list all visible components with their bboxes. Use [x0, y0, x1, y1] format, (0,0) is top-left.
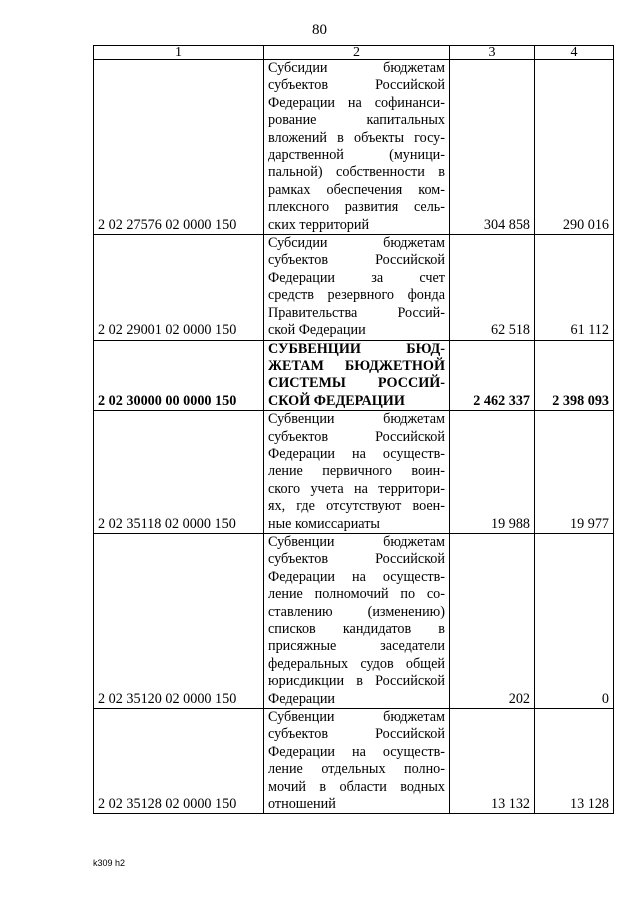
amount-col-3-cell: 304 858: [450, 60, 535, 235]
description-line: отношений: [268, 796, 336, 813]
description-line: ских территорий: [268, 216, 370, 233]
budget-code-cell: 2 02 29001 02 0000 150: [94, 235, 264, 340]
description-line: средств резервного фонда: [268, 287, 445, 304]
description-cell: [264, 340, 450, 411]
budget-code-cell: 2 02 35128 02 0000 150: [94, 709, 264, 814]
page-number: 80: [312, 22, 327, 38]
description-line: Субвенции бюджетам: [268, 709, 445, 726]
amount-col-4-cell: 290 016: [535, 60, 614, 235]
description-line: федеральных судов общей: [268, 655, 445, 672]
description-line: мочий в области водных: [268, 778, 445, 795]
table-row: [94, 340, 614, 411]
description-cell: [264, 411, 450, 534]
description-cell: [264, 235, 450, 340]
budget-code-cell: 2 02 35118 02 0000 150: [94, 411, 264, 534]
amount-col-4-cell: 61 112: [535, 235, 614, 340]
description-line: ях, где отсутствуют воен-: [268, 498, 445, 515]
description-line: субъектов Российской: [268, 428, 445, 445]
description-line: Федерации на осуществ-: [268, 445, 445, 462]
amount-col-3-cell: 202: [450, 533, 535, 708]
amount-col-4-cell: 19 977: [535, 411, 614, 534]
description-line: пальной) собственности в: [268, 164, 445, 181]
description-line: ской Федерации: [268, 322, 366, 339]
description-line: ные комиссариаты: [268, 515, 380, 532]
description-cell: [264, 60, 450, 235]
amount-col-3-cell: 62 518: [450, 235, 535, 340]
description-line: субъектов Российской: [268, 252, 445, 269]
description-line: СКОЙ ФЕДЕРАЦИИ: [268, 392, 405, 409]
description-line: Субвенции бюджетам: [268, 411, 445, 428]
description-line: субъектов Российской: [268, 551, 445, 568]
amount-col-3-cell: 2 462 337: [450, 340, 535, 411]
description-line: ление полномочий по со-: [268, 586, 445, 603]
description-line: рамках обеспечения ком-: [268, 181, 445, 198]
description-line: СИСТЕМЫ РОССИЙ-: [268, 375, 445, 392]
amount-col-4-cell: 13 128: [535, 709, 614, 814]
description-line: ставлению (изменению): [268, 603, 445, 620]
description-line: субъектов Российской: [268, 77, 445, 94]
description-line: Федерации на осуществ-: [268, 568, 445, 585]
description-line: Федерации на софинанси-: [268, 94, 445, 111]
description-line: СУБВЕНЦИИ БЮД-: [268, 340, 445, 357]
description-line: списков кандидатов в: [268, 621, 445, 637]
description-line: Субсидии бюджетам: [268, 60, 445, 76]
description-cell: [264, 533, 450, 708]
description-line: присяжные заседатели: [268, 638, 445, 655]
description-line: ление отдельных полно-: [268, 761, 445, 778]
description-line: субъектов Российской: [268, 726, 445, 743]
description-line: юрисдикции в Российской: [268, 673, 445, 690]
table-row: [94, 533, 614, 708]
description-line: Федерации: [268, 690, 336, 707]
header-col-1: 1: [94, 46, 264, 60]
description-line: ского учета на территори-: [268, 480, 445, 497]
description-line: рование капитальных: [268, 112, 445, 129]
amount-col-4-cell: 2 398 093: [535, 340, 614, 411]
description-line: Федерации за счет: [268, 269, 445, 286]
description-line: плексного развития сель-: [268, 199, 445, 216]
budget-code-cell: 2 02 27576 02 0000 150: [94, 60, 264, 235]
description-line: ЖЕТАМ БЮДЖЕТНОЙ: [268, 357, 445, 374]
description-line: Субсидии бюджетам: [268, 235, 445, 252]
description-line: дарственной (муници-: [268, 147, 445, 164]
budget-code-cell: 2 02 30000 00 0000 150: [94, 340, 264, 411]
amount-col-3-cell: 19 988: [450, 411, 535, 534]
table-row: [94, 235, 614, 340]
document-footer-code: k309 h2: [93, 858, 126, 868]
budget-table: [93, 45, 614, 814]
description-line: Правительства Россий-: [268, 304, 445, 321]
description-line: вложений в объекты госу-: [268, 129, 445, 146]
header-row: [94, 46, 614, 60]
header-col-4: 4: [535, 46, 614, 60]
header-col-2: 2: [264, 46, 450, 60]
budget-code-cell: 2 02 35120 02 0000 150: [94, 533, 264, 708]
table-row: [94, 709, 614, 814]
table-row: [94, 411, 614, 534]
description-line: Федерации на осуществ-: [268, 743, 445, 760]
table-row: [94, 60, 614, 235]
description-line: Субвенции бюджетам: [268, 533, 445, 550]
header-col-3: 3: [450, 46, 535, 60]
description-line: ление первичного воин-: [268, 463, 445, 480]
amount-col-3-cell: 13 132: [450, 709, 535, 814]
amount-col-4-cell: 0: [535, 533, 614, 708]
description-cell: [264, 709, 450, 814]
